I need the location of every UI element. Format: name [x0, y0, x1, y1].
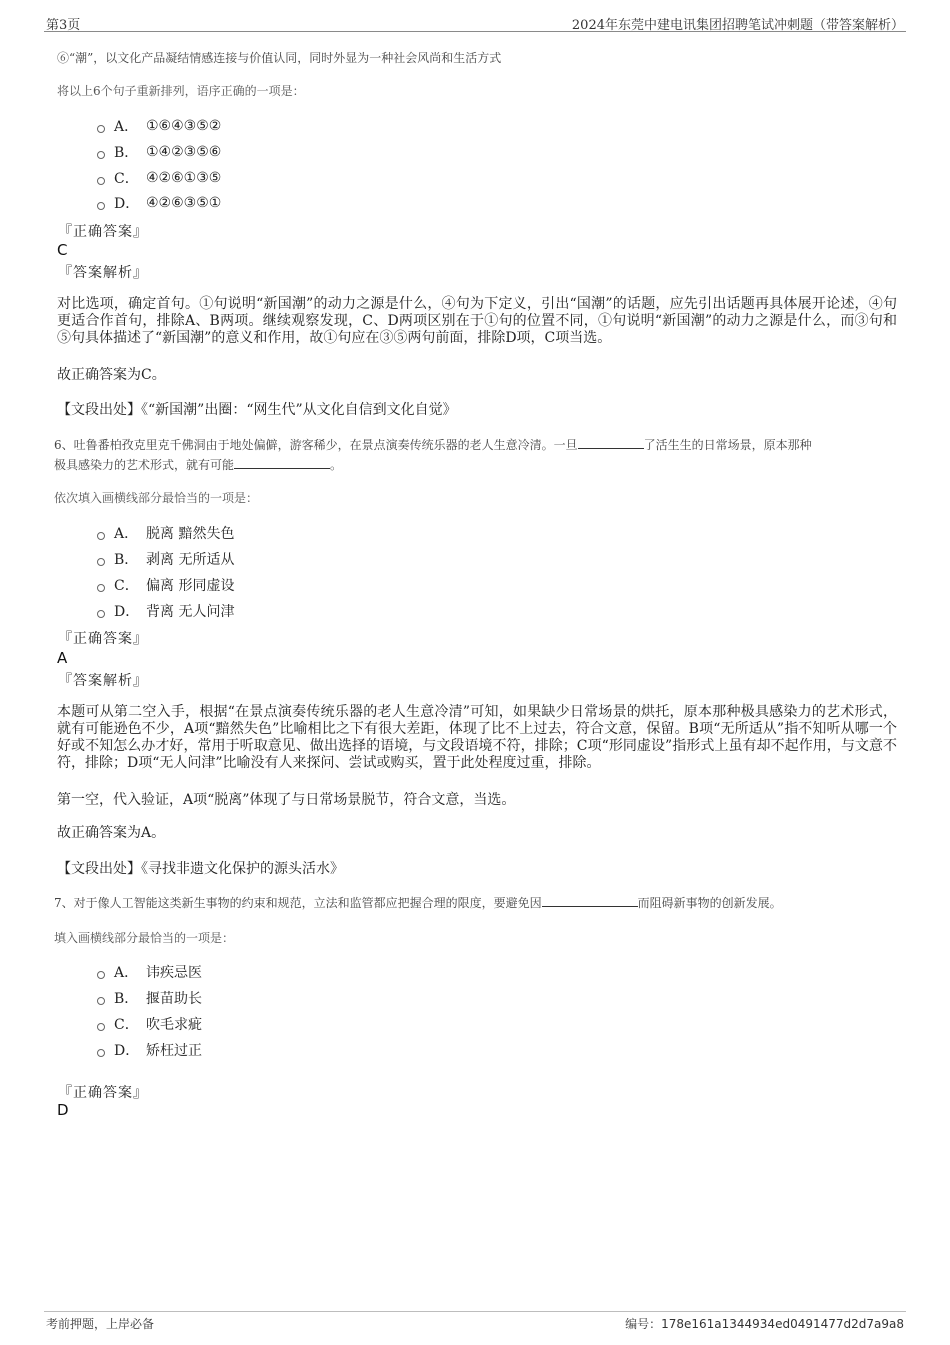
q6-blank-1: [578, 436, 644, 449]
q6-option-b[interactable]: [97, 549, 234, 569]
q6-prompt: 依次填入画横线部分最恰当的一项是：: [54, 491, 259, 505]
radio-icon[interactable]: [97, 997, 105, 1005]
option-text: 揠苗助长: [146, 991, 202, 1007]
radio-icon[interactable]: [97, 558, 105, 566]
q5-analysis-text: 对比选项，确定首句。①句说明“新国潮”的动力之源是什么，④句为下定义，引出“国潮”的话题，应先引出话题再具体展开论述，④句更适合作首句，排除A、B两项。继续观察发现，C、D两项区别在于①句的位置不同，①句说明“新国潮”的动力之源是什么，而③句和⑤句具体描述了“新国潮”的意义和作用，故①句应在③⑤两句前面，排除D项，C项当选。: [57, 296, 897, 346]
q6-analysis-para2: 第一空，代入验证，A项“脱离”体现了与日常场景脱节，符合文意，当选。: [57, 792, 516, 808]
q5-answer: C: [57, 241, 68, 259]
q6-answer: A: [57, 649, 68, 667]
option-text: 背离 无人问津: [146, 604, 235, 620]
footer-divider: [44, 1311, 906, 1312]
radio-icon[interactable]: [97, 584, 105, 592]
option-text: 偏离 形同虚设: [146, 578, 235, 594]
radio-icon[interactable]: [97, 532, 105, 540]
q6-stem-part1: 6、吐鲁番柏孜克里克千佛洞由于地处偏僻，游客稀少，在景点演奏传统乐器的老人生意冷清。一旦: [54, 438, 578, 452]
q6-correct-answer-label: 『正确答案』: [58, 631, 148, 647]
option-text: 脱离 黯然失色: [146, 526, 235, 542]
option-text: ①⑥④③⑤②: [146, 118, 222, 134]
option-text: ④②⑥①③⑤: [146, 170, 222, 186]
option-letter: B．: [114, 552, 139, 568]
option-text: ①④②③⑤⑥: [146, 144, 222, 160]
option-text: 吹毛求疵: [146, 1017, 202, 1033]
option-letter: C．: [114, 1017, 139, 1033]
q5-option-c[interactable]: [97, 168, 221, 188]
option-letter: A．: [114, 965, 139, 981]
option-letter: C．: [114, 578, 139, 594]
q5-conclusion: 故正确答案为C。: [57, 367, 166, 383]
q7-option-b[interactable]: [97, 988, 202, 1008]
q5-option-a[interactable]: [97, 116, 221, 136]
radio-icon[interactable]: [97, 151, 105, 159]
radio-icon[interactable]: [97, 177, 105, 185]
q6-source: 【文段出处】《寻找非遗文化保护的源头活水》: [57, 861, 344, 877]
q5-analysis-label: 『答案解析』: [58, 265, 148, 281]
document-title: 2024年东莞中建电讯集团招聘笔试冲刺题（带答案解析）: [571, 18, 904, 33]
radio-icon[interactable]: [97, 125, 105, 133]
option-letter: D．: [114, 604, 140, 620]
q7-stem-part1: 7、对于像人工智能这类新生事物的约束和规范，立法和监管都应把握合理的限度，要避免因: [54, 896, 542, 910]
q7-correct-answer-label: 『正确答案』: [58, 1085, 148, 1101]
option-letter: C．: [114, 171, 139, 187]
option-text: 讳疾忌医: [146, 965, 202, 981]
radio-icon[interactable]: [97, 610, 105, 618]
option-letter: A．: [114, 119, 139, 135]
radio-icon[interactable]: [97, 1023, 105, 1031]
option-letter: B．: [114, 991, 139, 1007]
footer-slogan: 考前押题，上岸必备: [46, 1317, 155, 1331]
q7-option-d[interactable]: [97, 1040, 202, 1060]
radio-icon[interactable]: [97, 971, 105, 979]
q7-option-a[interactable]: [97, 962, 202, 982]
q7-option-c[interactable]: [97, 1014, 202, 1034]
q5-sentence-6: ⑥“潮”，以文化产品凝结情感连接与价值认同，同时外显为一种社会风尚和生活方式: [57, 51, 502, 65]
q7-answer: D: [57, 1101, 69, 1119]
header-divider: [44, 31, 906, 32]
q5-prompt: 将以上6个句子重新排列，语序正确的一项是：: [57, 84, 305, 98]
radio-icon[interactable]: [97, 202, 105, 210]
q5-source: 【文段出处】《“新国潮”出圈：“网生代”从文化自信到文化自觉》: [57, 402, 457, 418]
q6-stem-part2: 了活生生的日常场景，原本那种: [643, 438, 812, 452]
q6-option-c[interactable]: [97, 575, 234, 595]
q5-option-d[interactable]: [97, 193, 221, 213]
footer-code-value: 178e161a1344934ed0491477d2d7a9a8: [661, 1317, 904, 1331]
q5-option-b[interactable]: [97, 142, 221, 162]
q6-analysis-text: 本题可从第二空入手，根据“在景点演奏传统乐器的老人生意冷清”可知，如果缺少日常场景的烘托，原本那种极具感染力的艺术形式，就有可能逊色不少，A项“黯然失色”比喻相比之下有很大差距，体现了比不上过去，符合文意，保留。B项“无所适从”指不知听从哪一个好或不知怎么办才好，常用于听取意见、做出选择的语境，与文段语境不符，排除；C项“形同虚设”指形式上虽有却不起作用，与文意不符，排除；D项“无人问津”比喻没有人来探问、尝试或购买，置于此处程度过重，排除。: [57, 704, 897, 771]
q5-correct-answer-label: 『正确答案』: [58, 224, 148, 240]
option-letter: D．: [114, 196, 140, 212]
q6-analysis-label: 『答案解析』: [58, 673, 148, 689]
q6-stem: [54, 435, 904, 475]
option-letter: B．: [114, 145, 139, 161]
option-text: ④②⑥③⑤①: [146, 195, 222, 211]
q7-blank: [542, 894, 638, 907]
footer-code-label: 编号：: [625, 1317, 662, 1331]
footer-code: [625, 1315, 904, 1332]
q6-stem-part4: 。: [330, 458, 343, 472]
q7-prompt: 填入画横线部分最恰当的一项是：: [54, 931, 235, 945]
q6-blank-2: [234, 456, 330, 469]
option-letter: A．: [114, 526, 139, 542]
q7-stem: [54, 894, 782, 911]
q6-stem-part3: 极具感染力的艺术形式，就有可能: [54, 458, 235, 472]
option-text: 剥离 无所适从: [146, 552, 235, 568]
q6-option-d[interactable]: [97, 601, 234, 621]
option-text: 矫枉过正: [146, 1043, 202, 1059]
q7-stem-part2: 而阻碍新事物的创新发展。: [637, 896, 782, 910]
radio-icon[interactable]: [97, 1049, 105, 1057]
option-letter: D．: [114, 1043, 140, 1059]
page-number: 第3页: [46, 18, 81, 33]
q6-conclusion: 故正确答案为A。: [57, 825, 166, 841]
q6-option-a[interactable]: [97, 523, 234, 543]
